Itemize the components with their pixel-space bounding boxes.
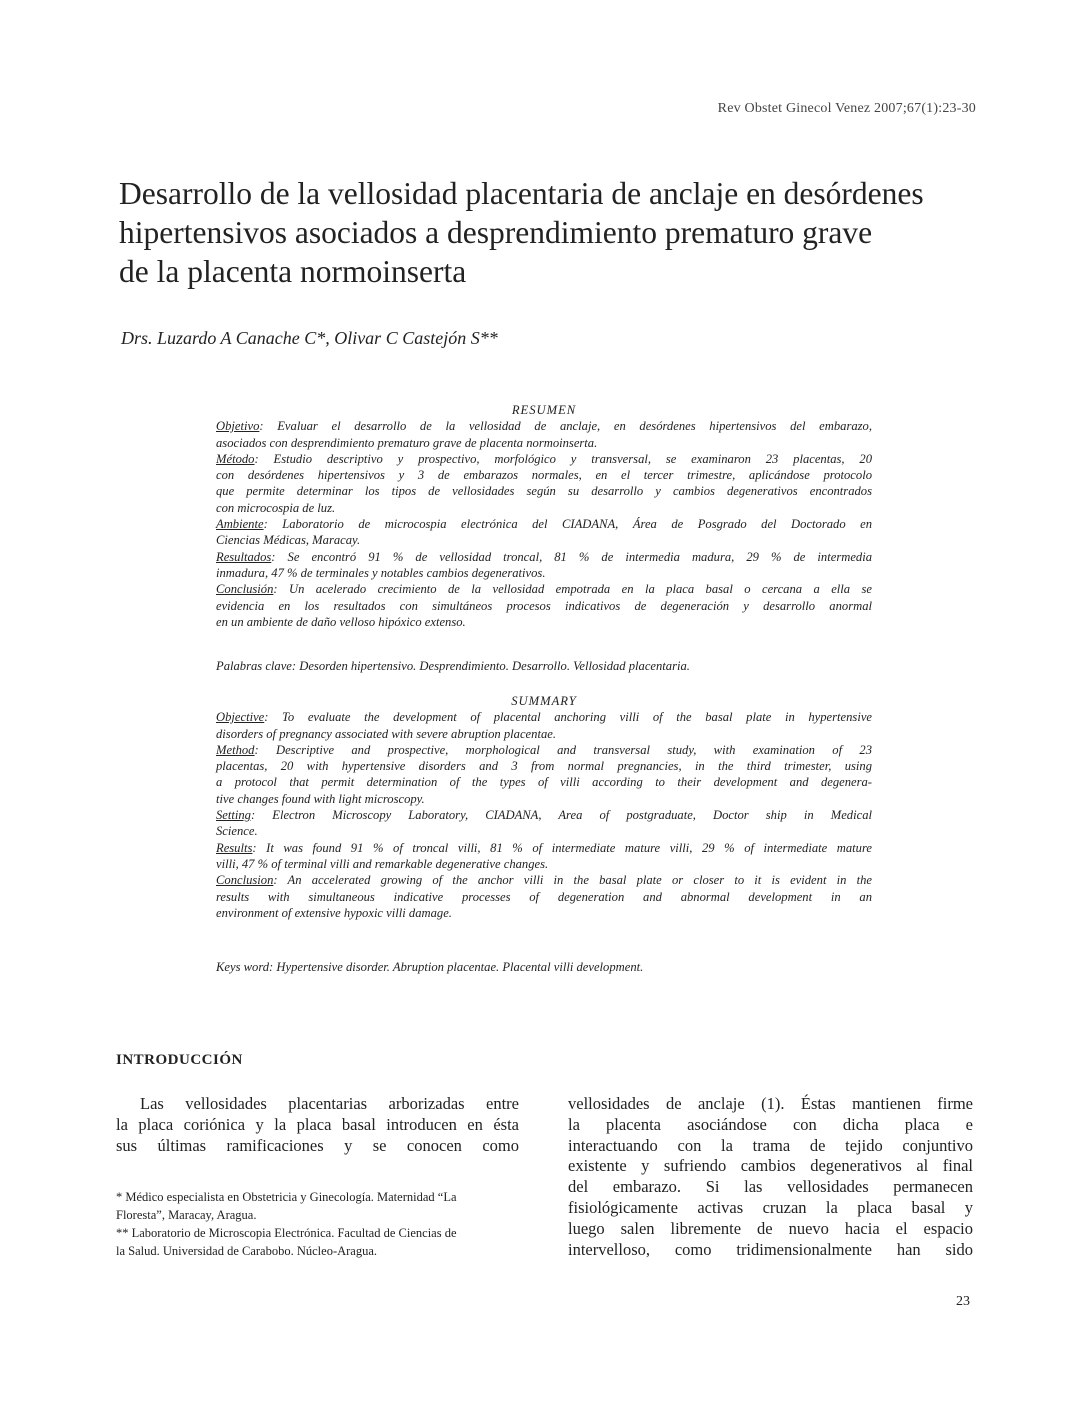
article-title xyxy=(119,174,979,291)
method-label: Method xyxy=(216,742,255,757)
body-line: fisiológicamente activas cruzan la placa basal y xyxy=(568,1197,973,1217)
resumen-objetivo xyxy=(216,418,872,451)
resumen-metodo xyxy=(216,451,872,516)
resultados-text: : Se encontró 91 % de vellosidad troncal, 81 % de intermedia madura, 29 % de intermedia xyxy=(271,549,872,564)
objetivo-text: : Evaluar el desarrollo de la vellosidad de anclaje, en desórdenes hipertensivos del embarazo, xyxy=(259,419,872,434)
conclusion-label: Conclusión xyxy=(216,582,274,597)
conclusion-text-en: : An accelerated growing of the anchor villi in the basal plate or closer to it is evident in the xyxy=(273,873,872,888)
resumen-block xyxy=(216,402,872,630)
title-line: de la placenta normoinserta xyxy=(119,254,467,289)
body-line: Las vellosidades placentarias arborizadas entre xyxy=(140,1094,519,1113)
resumen-heading: RESUMEN xyxy=(511,403,577,417)
ambiente-text: Ciencias Médicas, Maracay. xyxy=(216,533,361,548)
results-text: : It was found 91 % of troncal villi, 81 % of intermediate mature villi, 29 % of intermediate mature xyxy=(252,840,872,855)
objetivo-text: asociados con desprendimiento prematuro grave de placenta normoinserta. xyxy=(216,435,598,450)
conclusion-text-en: results with simultaneous indicative processes of degeneration and abnormal development in an xyxy=(216,889,872,904)
keywords: Keys word: Hypertensive disorder. Abruption placentae. Placental villi development. xyxy=(216,960,644,974)
summary-method xyxy=(216,742,872,807)
objective-label: Objective xyxy=(216,710,265,725)
summary-setting xyxy=(216,807,872,840)
ambiente-label: Ambiente xyxy=(216,517,264,532)
method-text: tive changes found with light microscopy. xyxy=(216,791,425,806)
body-line: luego salen libremente de nuevo hacia el espacio xyxy=(568,1218,973,1238)
footnote-line: ** Laboratorio de Microscopia Electrónica. Facultad de Ciencias de xyxy=(116,1226,457,1240)
conclusion-label-en: Conclusion xyxy=(216,873,274,888)
footnotes xyxy=(116,1188,519,1260)
summary-objective xyxy=(216,709,872,742)
section-heading: INTRODUCCIÓN xyxy=(116,1052,243,1068)
metodo-text: : Estudio descriptivo y prospectivo, morfológico y transversal, se examinaron 23 placentas, 20 xyxy=(254,451,872,466)
resumen-ambiente xyxy=(216,516,872,549)
body-line: del embarazo. Si las vellosidades permanecen xyxy=(568,1177,973,1197)
method-text: placentas, 20 with hypertensive disorders and 3 from normal pregnancies, in the third trimester, using xyxy=(216,759,872,774)
setting-label: Setting xyxy=(216,808,251,823)
resumen-resultados xyxy=(216,549,872,582)
authors: Drs. Luzardo A Canache C*, Olivar C Castejón S** xyxy=(121,328,498,348)
summary-results xyxy=(216,840,872,873)
body-line: existente y sufriendo cambios degenerativos al final xyxy=(568,1156,973,1176)
results-text: villi, 47 % of terminal villi and remarkable degenerative changes. xyxy=(216,856,549,871)
intro-right-column xyxy=(568,1094,973,1260)
footnote-line: * Médico especialista en Obstetricia y Ginecología. Maternidad “La xyxy=(116,1190,457,1204)
palabras-clave: Palabras clave: Desorden hipertensivo. Desprendimiento. Desarrollo. Vellosidad placentaria. xyxy=(216,659,690,673)
intro-left-column xyxy=(116,1094,519,1156)
footnote-line: la Salud. Universidad de Carabobo. Núcleo-Aragua. xyxy=(116,1244,378,1258)
objective-text: : To evaluate the development of placental anchoring villi of the basal plate in hypertensive xyxy=(264,710,872,725)
method-text: a protocol that permit determination of the types of villi according to their development and degenera- xyxy=(216,775,872,790)
title-line: hipertensivos asociados a desprendimiento prematuro grave xyxy=(119,215,873,250)
conclusion-text: en un ambiente de daño velloso hipóxico extenso. xyxy=(216,614,466,629)
conclusion-text-en: environment of extensive hypoxic villi damage. xyxy=(216,905,452,920)
results-label: Results xyxy=(216,840,253,855)
resultados-text: inmadura, 47 % de terminales y notables cambios degenerativos. xyxy=(216,565,546,580)
ambiente-text: : Laboratorio de microcospia electrónica del CIADANA, Área de Posgrado del Doctorado en xyxy=(263,517,872,532)
body-line: vellosidades de anclaje (1). Éstas mantienen firme xyxy=(568,1094,973,1113)
body-line: interactuando con la trama de tejido conjuntivo xyxy=(568,1135,973,1155)
summary-block xyxy=(216,693,872,921)
resumen-conclusion xyxy=(216,581,872,630)
method-text: : Descriptive and prospective, morphological and transversal study, with examination of 23 xyxy=(254,742,872,757)
resultados-label: Resultados xyxy=(216,549,272,564)
metodo-text: con microcospia de luz. xyxy=(216,500,336,515)
conclusion-text: evidencia en los resultados con simultáneos procesos indicativos de degeneración y desarrollo anormal xyxy=(216,598,872,613)
objetivo-label: Objetivo xyxy=(216,419,260,434)
summary-heading: SUMMARY xyxy=(511,694,577,708)
footnote-line: Floresta”, Maracay, Aragua. xyxy=(116,1208,257,1222)
body-line: intervelloso, como tridimensionalmente han sido xyxy=(568,1239,973,1259)
body-line: sus últimas ramificaciones y se conocen como xyxy=(116,1135,519,1155)
page-number: 23 xyxy=(956,1294,970,1309)
metodo-text: con desórdenes hipertensivos y 3 de embarazos normales, en el tercer trimestre, aplicándose protocolo xyxy=(216,468,872,483)
running-head: Rev Obstet Ginecol Venez 2007;67(1):23-30 xyxy=(717,101,976,116)
title-line: Desarrollo de la vellosidad placentaria de anclaje en desórdenes xyxy=(119,176,924,211)
metodo-text: que permite determinar los tipos de vellosidades según su desarrollo y cambios degenerativos encontrados xyxy=(216,484,872,499)
metodo-label: Método xyxy=(216,451,255,466)
conclusion-text: : Un acelerado crecimiento de la vellosidad empotrada en la placa basal o cercana a ella se xyxy=(273,582,872,597)
setting-text: Science. xyxy=(216,824,258,839)
setting-text: : Electron Microscopy Laboratory, CIADANA, Area of postgraduate, Doctor ship in Medical xyxy=(250,808,872,823)
body-line: la placenta asociándose con dicha placa e xyxy=(568,1114,973,1134)
objective-text: disorders of pregnancy associated with severe abruption placentae. xyxy=(216,726,556,741)
summary-conclusion xyxy=(216,872,872,921)
body-line: la placa coriónica y la placa basal introducen en ésta xyxy=(116,1114,519,1134)
